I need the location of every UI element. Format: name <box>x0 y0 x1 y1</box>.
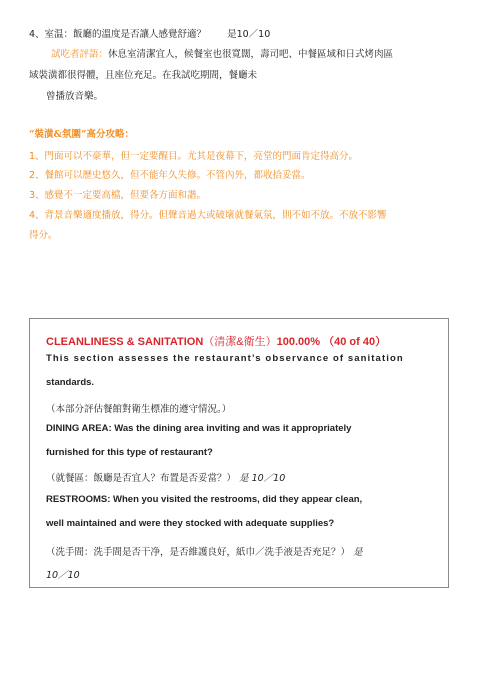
reviewer-comment-line-1 <box>51 46 393 60</box>
tip-item: 3、感覺不一定要高檔，但要各方面和諧。 <box>29 190 207 201</box>
section-title <box>46 333 386 349</box>
restrooms-score: 10／10 <box>46 570 80 581</box>
intro-line-1: This section assesses the restaurant’s observance of sanitation <box>46 353 404 364</box>
cleanliness-section-box <box>29 318 449 588</box>
dining-score: 是 10／10 <box>239 473 286 484</box>
reviewer-text: 休息室清潔宜人，候餐室也很寬闊，壽司吧、中餐區域和日式烤肉區 <box>108 49 394 60</box>
question-text: 4、室温：飯廳的溫度是否讓人感覺舒適？ <box>29 29 207 40</box>
dining-question-line-1: DINING AREA: Was the dining area inviting and was it appropriately <box>46 423 352 434</box>
reviewer-comment-line-2: 域裝潢都很得體，且座位充足。在我試吃期間，餐廳未 <box>29 70 258 81</box>
restrooms-question-line-1: RESTROOMS: When you visited the restrooms, did they appear clean, <box>46 494 363 505</box>
dining-cn <box>46 470 285 484</box>
section-score: 100.00% <box>276 336 321 348</box>
question-room-temperature <box>29 26 270 40</box>
restrooms-question-line-2: well maintained and were they stocked with adequate supplies? <box>46 518 335 529</box>
restrooms-cn <box>46 544 363 558</box>
section-count: （40 of 40） <box>323 336 387 348</box>
tips-title: “裝潢&氛圍”高分攻略： <box>29 129 135 140</box>
tip-item: 4、背景音樂適度播放，得分。但聲音過大或破壞就餐氣氛，則不如不放。不放不影響 <box>29 210 387 221</box>
question-score: 是10／10 <box>227 29 271 40</box>
section-title-cn: （清潔&衛生） <box>203 336 277 348</box>
restrooms-score-label: 是 <box>353 547 363 558</box>
intro-cn: （本部分評估餐館對衛生標准的遵守情況。） <box>46 404 232 415</box>
tip-item: 1、門面可以不豪華，但一定要醒目。尤其是夜幕下，亮堂的門面肯定得高分。 <box>29 151 359 162</box>
restrooms-cn-text: （洗手間：洗手間是否干净，是否維護良好，紙巾／洗手液是否充足？） <box>46 547 351 558</box>
dining-question-line-2: furnished for this type of restaurant? <box>46 447 213 458</box>
tip-item: 2、餐館可以歷史悠久，但不能年久失修。不管內外，都收拾妥當。 <box>29 170 311 181</box>
dining-cn-text: （就餐區：飯廳是否宜人？布置是否妥當？） <box>46 473 237 484</box>
reviewer-label: 試吃者評語： <box>51 49 109 60</box>
tip-item: 得分。 <box>29 230 58 241</box>
intro-line-2: standards. <box>46 377 95 388</box>
reviewer-comment-line-3: 曾播放音樂。 <box>46 91 104 102</box>
section-title-en: CLEANLINESS & SANITATION <box>46 336 204 348</box>
